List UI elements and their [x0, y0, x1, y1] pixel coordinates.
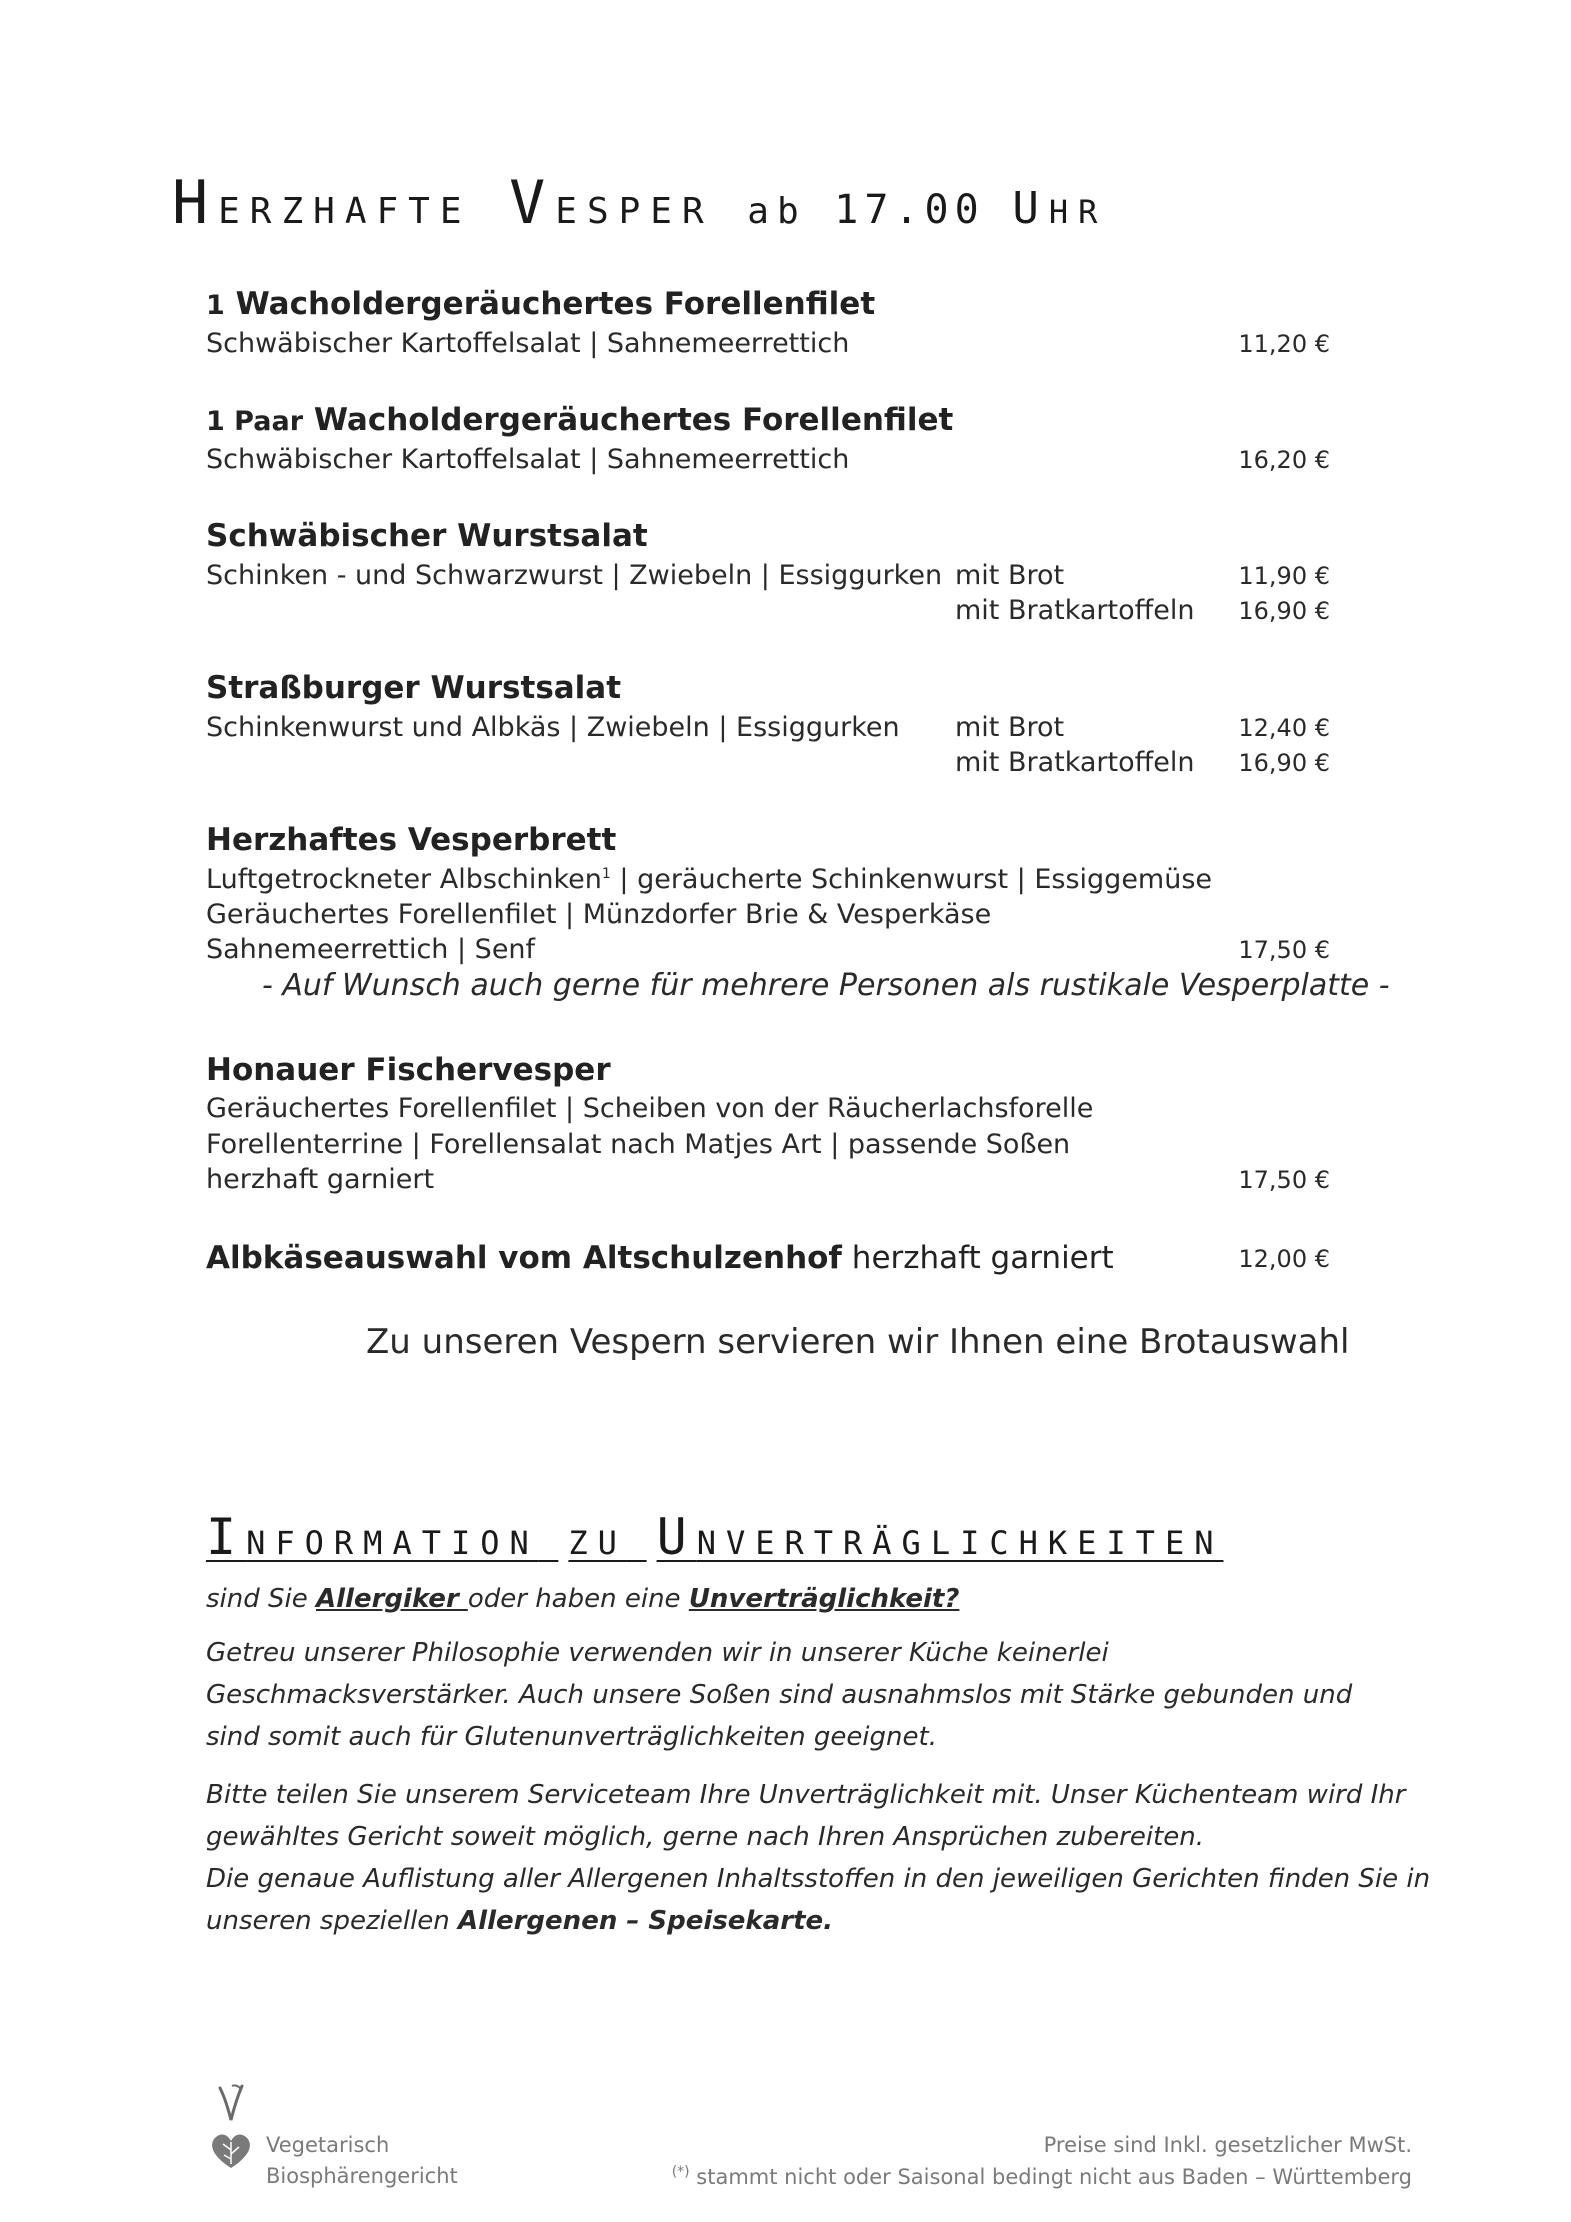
menu-item-option: mit Bratkartoffeln — [955, 747, 1195, 778]
menu-item-title: 1 Paar Wacholdergeräuchertes Forellenfilet — [206, 402, 954, 438]
menu-item-title: Herzhaftes Vesperbrett — [206, 822, 617, 858]
menu-item-title: Honauer Fischervesper — [206, 1052, 611, 1088]
menu-item-description: Geräuchertes Forellenfilet | Scheiben von der Räucherlachsforelle — [206, 1093, 1094, 1124]
info-paragraph: Die genaue Auflistung aller Allergenen Inhaltsstoffen in den jeweiligen Gerichten finden Sie in unseren speziellen Allergenen – Speisekarte. — [206, 1864, 1431, 1936]
menu-item-description: Schinken - und Schwarzwurst | Zwiebeln | Essiggurken — [206, 560, 943, 591]
menu-item-description: Schwäbischer Kartoffelsalat | Sahnemeerrettich — [206, 328, 850, 359]
menu-item-price: 12,00 € — [1238, 1245, 1330, 1273]
menu-item-description: Schinkenwurst und Albkäs | Zwiebeln | Essiggurken — [206, 712, 900, 743]
menu-item-description: Sahnemeerrettich | Senf — [206, 934, 536, 965]
menu-item-price: 16,90 € — [1238, 597, 1330, 625]
info-paragraph: Getreu unserer Philosophie verwenden wir in unserer Küche keinerlei Geschmacksverstärker. Auch unsere Soßen sind ausnahmslos mit Stärke gebunden und sind somit auch für Glutenunverträglichkeiten geeignet. — [206, 1638, 1353, 1752]
vesper-heading: HERZHAFTE VESPER ab 17.00 UHR — [172, 168, 1108, 238]
menu-item-option: mit Brot — [955, 712, 1065, 743]
info-paragraph: Bitte teilen Sie unserem Serviceteam Ihre Unverträglichkeit mit. Unser Küchenteam wird Ihr gewähltes Gericht soweit möglich, gerne nach Ihren Ansprüchen zubereiten. — [206, 1780, 1406, 1852]
menu-item-price: 16,20 € — [1238, 446, 1330, 474]
menu-item-option: mit Bratkartoffeln — [955, 595, 1195, 626]
heart-leaf-icon — [208, 2130, 254, 2174]
bread-note: Zu unseren Vespern servieren wir Ihnen eine Brotauswahl — [366, 1322, 1350, 1362]
info-intro: sind Sie Allergiker oder haben eine Unverträglichkeit? — [206, 1584, 960, 1614]
menu-item-description: Geräuchertes Forellenfilet | Münzdorfer Brie & Vesperkäse — [206, 899, 992, 930]
footer-mwst: Preise sind Inkl. gesetzlicher MwSt. — [1043, 2133, 1412, 2157]
footer-veg-label: Vegetarisch — [266, 2133, 390, 2157]
footer-bio-label: Biosphärengericht — [266, 2164, 458, 2188]
menu-item-title: Straßburger Wurstsalat — [206, 670, 622, 706]
menu-item-description: Forellenterrine | Forellensalat nach Matjes Art | passende Soßen — [206, 1129, 1071, 1160]
menu-item-price: 17,50 € — [1238, 936, 1330, 964]
menu-item-description: Schwäbischer Kartoffelsalat | Sahnemeerrettich — [206, 444, 850, 475]
info-heading: INFORMATION ZU UNVERTRÄGLICHKEITEN — [206, 1508, 1224, 1566]
menu-item-title: Schwäbischer Wurstsalat — [206, 518, 648, 554]
menu-item-option: mit Brot — [955, 560, 1065, 591]
menu-item-price: 17,50 € — [1238, 1166, 1330, 1194]
menu-item-description: herzhaft garniert — [206, 1164, 435, 1195]
menu-item-price: 11,20 € — [1238, 330, 1330, 358]
menu-item-description: Luftgetrockneter Albschinken$^1$ | geräucherte Schinkenwurst | Essiggemüse — [206, 864, 1213, 895]
v-sprout-icon — [216, 2082, 246, 2128]
menu-item-price: 12,40 € — [1238, 714, 1330, 742]
menu-item-price: 11,90 € — [1238, 562, 1330, 590]
footer-origin: (*) stammt nicht oder Saisonal bedingt nicht aus Baden – Württemberg — [671, 2164, 1412, 2189]
menu-item-price: 16,90 € — [1238, 749, 1330, 777]
menu-item-title: 1 Wacholdergeräuchertes Forellenfilet — [206, 286, 876, 322]
menu-item-title: Albkäseauswahl vom Altschulzenhof herzhaft garniert — [206, 1240, 1114, 1276]
menu-item-note: - Auf Wunsch auch gerne für mehrere Personen als rustikale Vesperplatte - — [262, 968, 1390, 1003]
